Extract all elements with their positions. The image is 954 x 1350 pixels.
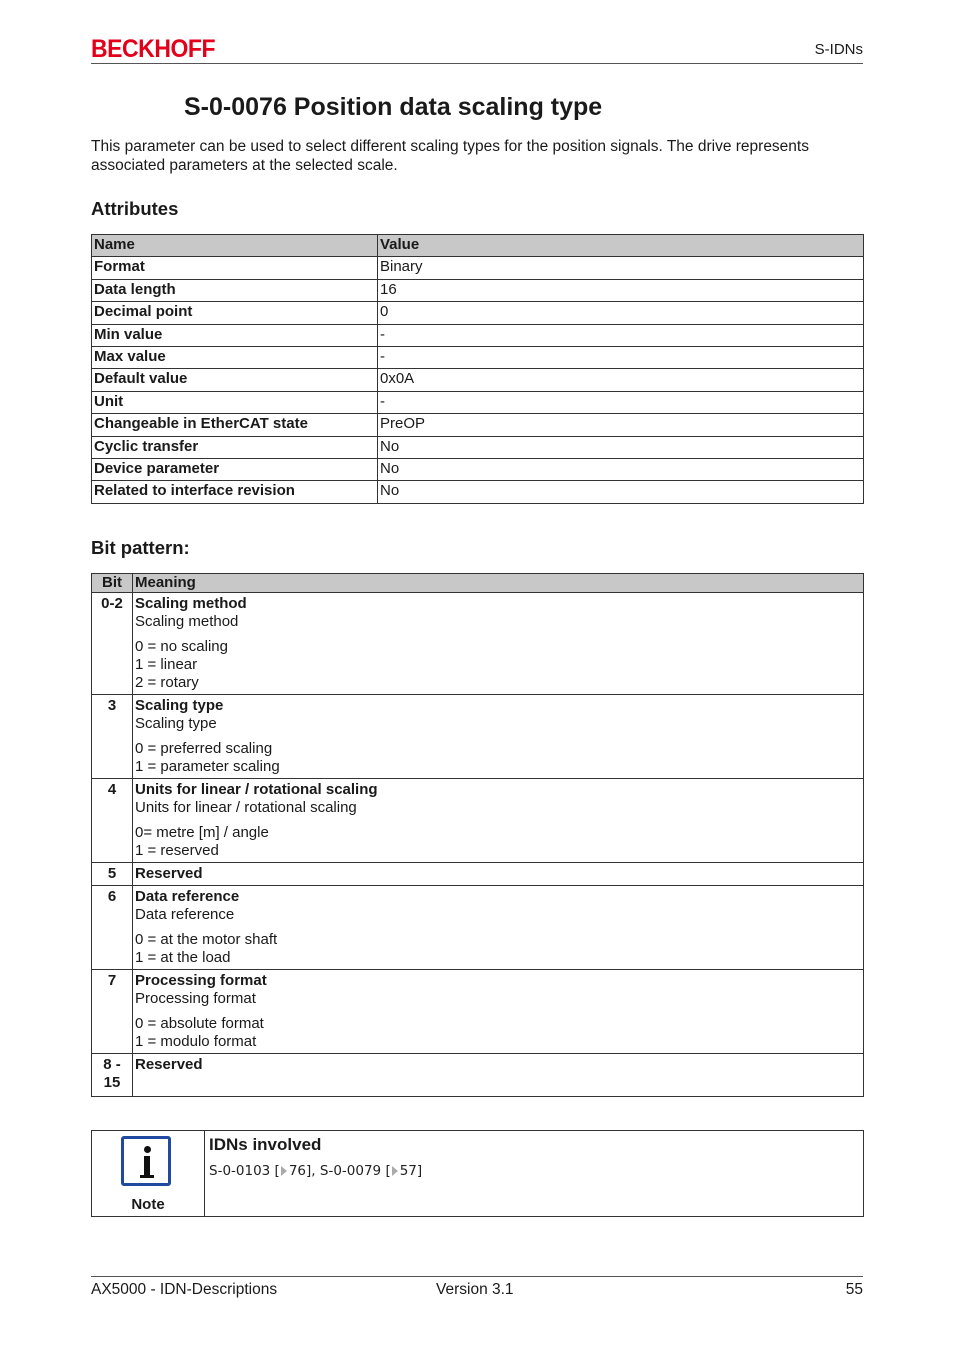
table-row [92, 369, 864, 391]
column-header-bit: Bit [92, 574, 133, 593]
idn-reference-link[interactable]: S-0-0103 [ 76] [209, 1163, 312, 1179]
table-row [92, 863, 864, 886]
bit-meaning [133, 695, 864, 779]
table-row [92, 779, 864, 863]
table-row [92, 436, 864, 458]
table-row [92, 324, 864, 346]
attribute-value: - [378, 346, 864, 368]
bit-meaning [133, 779, 864, 863]
attribute-value: 0x0A [378, 369, 864, 391]
page-ref: 76 [288, 1163, 307, 1179]
bit-number: 3 [92, 695, 133, 779]
table-row [92, 279, 864, 301]
attribute-name: Format [92, 257, 378, 279]
table-row [92, 695, 864, 779]
bit-number: 4 [92, 779, 133, 863]
table-row [92, 593, 864, 695]
meaning-value: 0 = at the motor shaft [135, 931, 278, 948]
page-arrow-icon [392, 1166, 398, 1176]
bit-meaning [133, 863, 864, 886]
intro-paragraph: This parameter can be used to select different scaling types for the position signals. The drive represents associated parameters at the selected scale. [91, 138, 809, 174]
page-title: S-0-0076 Position data scaling type [184, 93, 603, 121]
idn-id: S-0-0103 [209, 1163, 271, 1179]
attribute-value: No [378, 436, 864, 458]
attribute-name: Default value [92, 369, 378, 391]
meaning-value: 0 = no scaling [135, 638, 228, 655]
attribute-value: PreOP [378, 414, 864, 436]
footer-divider [91, 1276, 863, 1277]
meaning-subtitle: Scaling method [135, 613, 239, 630]
meaning-title: Reserved [135, 865, 203, 882]
idn-id: S-0-0079 [319, 1163, 382, 1179]
attribute-name: Decimal point [92, 302, 378, 324]
meaning-value: 1 = parameter scaling [135, 758, 280, 775]
attribute-name: Related to interface revision [92, 481, 378, 503]
info-icon [121, 1136, 171, 1186]
attributes-header-row [92, 235, 864, 257]
meaning-value: 0 = absolute format [135, 1015, 264, 1032]
footer-version: Version 3.1 [436, 1281, 514, 1298]
meaning-title: Data reference [135, 888, 240, 905]
attribute-value: Binary [378, 257, 864, 279]
meaning-title: Scaling type [135, 697, 224, 714]
attribute-name: Min value [92, 324, 378, 346]
attribute-value: 0 [378, 302, 864, 324]
table-row [92, 391, 864, 413]
table-row [92, 1054, 864, 1097]
attribute-name: Changeable in EtherCAT state [92, 414, 378, 436]
table-row [92, 257, 864, 279]
table-row [92, 970, 864, 1054]
table-row [92, 346, 864, 368]
footer-document-name: AX5000 - IDN-Descriptions [91, 1281, 278, 1298]
idn-reference-link[interactable]: S-0-0079 [ 57] [319, 1163, 423, 1179]
bit-pattern-header-row [92, 574, 864, 593]
footer-page-number: 55 [845, 1281, 863, 1298]
table-row [92, 886, 864, 970]
note-box [91, 1130, 864, 1217]
bit-meaning [133, 970, 864, 1054]
attribute-value: - [378, 324, 864, 346]
bit-number: 5 [92, 863, 133, 886]
header-divider [91, 63, 863, 64]
note-references: S-0-0103 [ 76], S-0-0079 [ 57] [209, 1163, 423, 1179]
attribute-name: Data length [92, 279, 378, 301]
attribute-value: - [378, 391, 864, 413]
column-header-name: Name [92, 235, 378, 257]
meaning-value: 1 = at the load [135, 949, 231, 966]
attribute-name: Device parameter [92, 458, 378, 480]
note-icon-cell [92, 1131, 205, 1216]
meaning-subtitle: Processing format [135, 990, 256, 1007]
attribute-value: 16 [378, 279, 864, 301]
bit-meaning [133, 593, 864, 695]
column-header-value: Value [378, 235, 864, 257]
section-label: S-IDNs [814, 41, 863, 58]
table-row [92, 302, 864, 324]
bit-number: 0-2 [92, 593, 133, 695]
table-row [92, 458, 864, 480]
meaning-subtitle: Data reference [135, 906, 235, 923]
meaning-value: 0= metre [m] / angle [135, 824, 269, 841]
bit-number: 8 - 15 [92, 1054, 133, 1097]
table-row [92, 481, 864, 503]
column-header-meaning: Meaning [133, 574, 864, 593]
note-content [205, 1131, 863, 1216]
note-title: IDNs involved [209, 1135, 322, 1154]
meaning-title: Units for linear / rotational scaling [135, 781, 378, 798]
attribute-value: No [378, 481, 864, 503]
attribute-name: Cyclic transfer [92, 436, 378, 458]
meaning-subtitle: Scaling type [135, 715, 217, 732]
table-row [92, 414, 864, 436]
meaning-value: 2 = rotary [135, 674, 199, 691]
meaning-value: 1 = linear [135, 656, 198, 673]
bit-meaning [133, 1054, 864, 1097]
bit-pattern-table [91, 573, 864, 1097]
attribute-name: Max value [92, 346, 378, 368]
meaning-title: Reserved [135, 1056, 203, 1073]
attribute-value: No [378, 458, 864, 480]
meaning-value: 1 = reserved [135, 842, 219, 859]
attributes-heading: Attributes [91, 198, 179, 219]
page-arrow-icon [281, 1166, 287, 1176]
note-label: Note [131, 1196, 165, 1213]
bit-pattern-heading: Bit pattern: [91, 537, 190, 558]
meaning-subtitle: Units for linear / rotational scaling [135, 799, 357, 816]
meaning-value: 0 = preferred scaling [135, 740, 273, 757]
bit-number: 7 [92, 970, 133, 1054]
bit-meaning [133, 886, 864, 970]
attributes-table [91, 234, 864, 504]
meaning-title: Processing format [135, 972, 267, 989]
meaning-value: 1 = modulo format [135, 1033, 257, 1050]
attribute-name: Unit [92, 391, 378, 413]
page-ref: 57 [399, 1163, 417, 1179]
bit-number: 6 [92, 886, 133, 970]
meaning-title: Scaling method [135, 595, 247, 612]
beckhoff-logo: BECKHOFF [91, 35, 216, 63]
